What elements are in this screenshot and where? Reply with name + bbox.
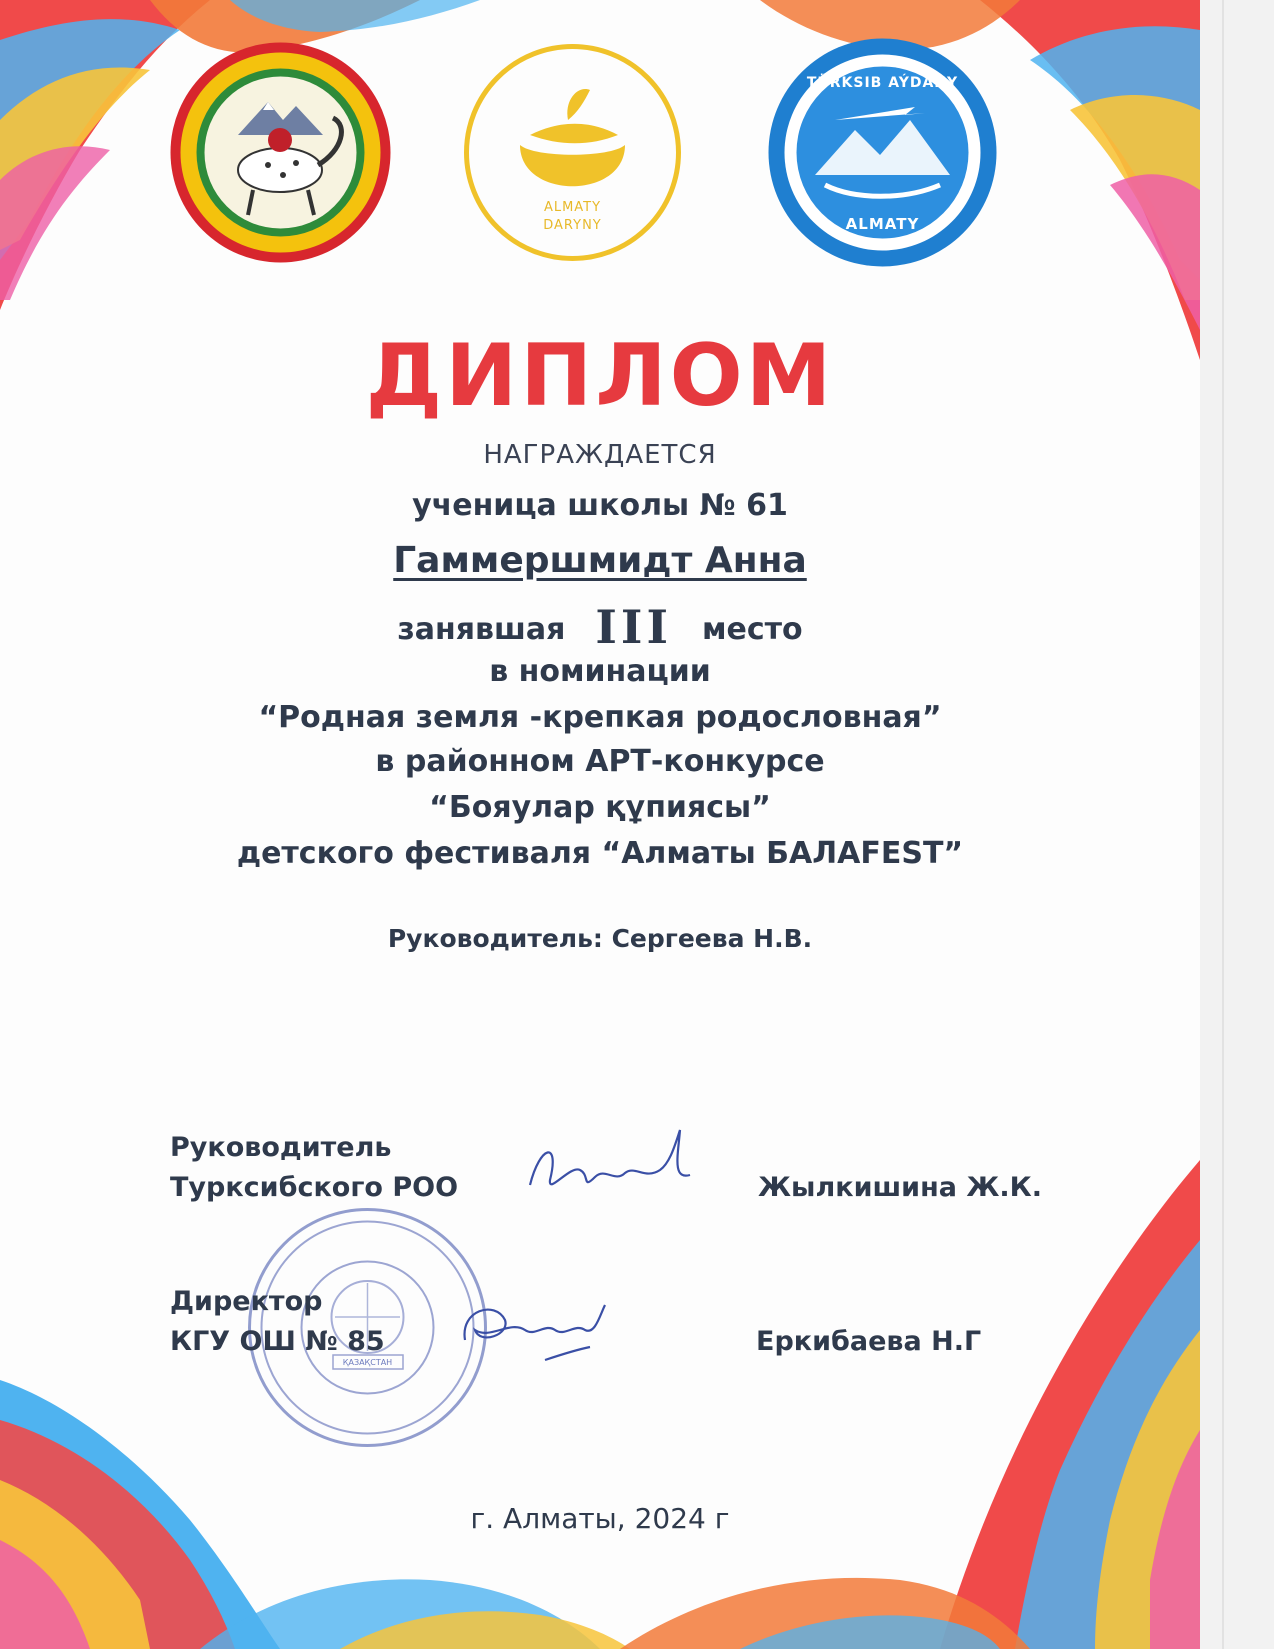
- city-year: г. Алматы, 2024 г: [470, 1502, 730, 1535]
- recipient-name: Гаммершмидт Анна: [393, 540, 807, 581]
- signer-1-title: [170, 1128, 458, 1208]
- scan-margin: [1200, 0, 1274, 1649]
- almaty-city-emblem: [168, 40, 393, 265]
- signer-2-title-line1: Директор: [170, 1286, 323, 1317]
- nomination-title: “Родная земля -крепкая родословная”: [258, 700, 942, 735]
- supervisor-line: Руководитель: Сергеева Н.В.: [387, 924, 813, 953]
- almaty-daryny-logo: [460, 40, 685, 265]
- turksib-logo-bottom-text: ALMATY: [845, 215, 920, 233]
- awarded-label: НАГРАЖДАЕТСЯ: [483, 440, 717, 470]
- place-prefix: занявшая: [397, 612, 566, 647]
- place-value: III: [595, 600, 672, 654]
- contest-line: в районном АРТ-конкурсе: [375, 744, 825, 779]
- turksib-logo-top-text: TÜRKSIB AÝDANY: [806, 75, 959, 91]
- signer-2-title-line2: КГУ ОШ № 85: [170, 1326, 385, 1357]
- daryny-logo-text-1: ALMATY: [543, 200, 602, 215]
- place-suffix: место: [701, 612, 803, 647]
- daryny-logo-text-2: DARYNY: [543, 218, 602, 233]
- scan-margin-edge: [1222, 0, 1224, 1649]
- signer-2-title: [170, 1282, 385, 1362]
- recipient-role: ученица школы № 61: [412, 488, 788, 523]
- place-row: [0, 600, 1200, 654]
- festival-line: детского фестиваля “Алматы БАЛАFEST”: [236, 836, 964, 871]
- contest-name: “Бояулар құпиясы”: [429, 790, 771, 825]
- stamp-center-text: ҚАЗАҚСТАН: [342, 1358, 393, 1367]
- nomination-intro: в номинации: [489, 654, 711, 689]
- signature-2-handwriting: [450, 1285, 640, 1375]
- signer-2-name: Еркибаева Н.Г: [756, 1326, 982, 1357]
- signer-1-title-line2: Турксибского РОО: [170, 1172, 459, 1203]
- signer-1-title-line1: Руководитель: [170, 1132, 392, 1163]
- turksib-aydany-logo: [765, 35, 1000, 270]
- signature-1-handwriting: [520, 1125, 700, 1210]
- diploma-title: ДИПЛОМ: [365, 326, 835, 426]
- signer-1-name: Жылкишина Ж.К.: [758, 1172, 1042, 1203]
